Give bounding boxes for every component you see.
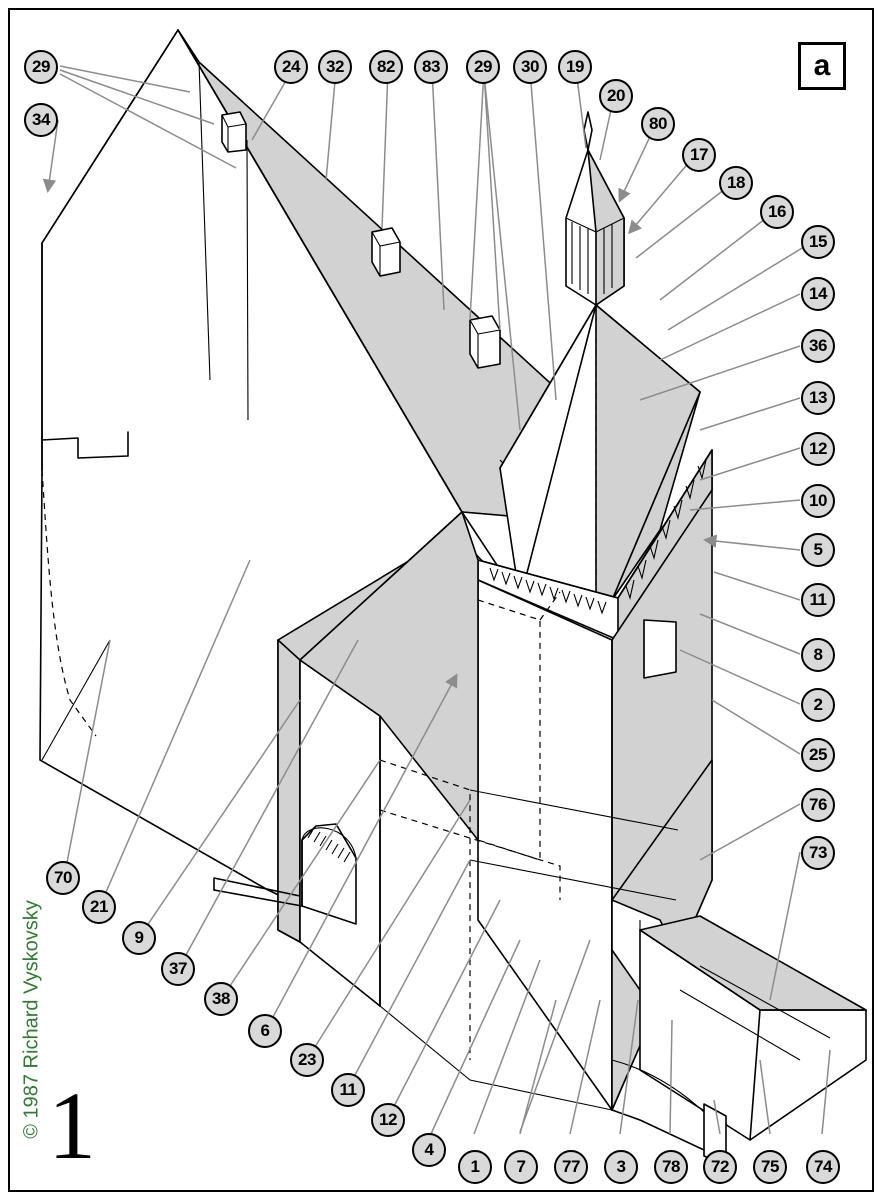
callout-38[interactable]: 38	[204, 982, 238, 1016]
callout-20[interactable]: 20	[599, 79, 633, 113]
callout-16[interactable]: 16	[760, 195, 794, 229]
callout-74[interactable]: 74	[806, 1150, 840, 1184]
callout-9[interactable]: 9	[122, 921, 156, 955]
callout-18[interactable]: 18	[719, 166, 753, 200]
callout-83[interactable]: 83	[414, 50, 448, 84]
callout-36[interactable]: 36	[801, 329, 835, 363]
callout-23[interactable]: 23	[290, 1043, 324, 1077]
callout-6[interactable]: 6	[248, 1014, 282, 1048]
callout-24[interactable]: 24	[274, 50, 308, 84]
callout-82[interactable]: 82	[369, 50, 403, 84]
copyright-notice: © 1987 Richard Vyskovsky	[20, 900, 43, 1139]
callout-72[interactable]: 72	[703, 1150, 737, 1184]
callout-19[interactable]: 19	[558, 50, 592, 84]
callout-30[interactable]: 30	[513, 50, 547, 84]
callout-4[interactable]: 4	[412, 1133, 446, 1167]
callout-7[interactable]: 7	[504, 1150, 538, 1184]
callout-2[interactable]: 2	[801, 688, 835, 722]
callout-14[interactable]: 14	[801, 277, 835, 311]
plate-number: 1	[48, 1072, 96, 1179]
callout-15[interactable]: 15	[801, 225, 835, 259]
callout-12[interactable]: 12	[801, 432, 835, 466]
callout-34[interactable]: 34	[24, 103, 58, 137]
callout-5[interactable]: 5	[801, 533, 835, 567]
callout-76[interactable]: 76	[801, 788, 835, 822]
callout-78[interactable]: 78	[654, 1150, 688, 1184]
callout-70[interactable]: 70	[46, 861, 80, 895]
callout-29[interactable]: 29	[24, 50, 58, 84]
callout-32[interactable]: 32	[318, 50, 352, 84]
callout-17[interactable]: 17	[682, 138, 716, 172]
callout-12[interactable]: 12	[371, 1103, 405, 1137]
callout-80[interactable]: 80	[641, 107, 675, 141]
panel-letter: a	[798, 42, 846, 90]
callout-25[interactable]: 25	[801, 738, 835, 772]
callout-37[interactable]: 37	[161, 952, 195, 986]
callout-10[interactable]: 10	[801, 484, 835, 518]
callout-11[interactable]: 11	[331, 1073, 365, 1107]
callout-3[interactable]: 3	[604, 1150, 638, 1184]
callout-11[interactable]: 11	[801, 583, 835, 617]
callout-13[interactable]: 13	[801, 381, 835, 415]
callout-77[interactable]: 77	[554, 1150, 588, 1184]
callout-75[interactable]: 75	[753, 1150, 787, 1184]
callout-8[interactable]: 8	[801, 638, 835, 672]
callout-21[interactable]: 21	[82, 890, 116, 924]
callout-29[interactable]: 29	[466, 50, 500, 84]
callout-73[interactable]: 73	[801, 836, 835, 870]
callout-1[interactable]: 1	[458, 1150, 492, 1184]
